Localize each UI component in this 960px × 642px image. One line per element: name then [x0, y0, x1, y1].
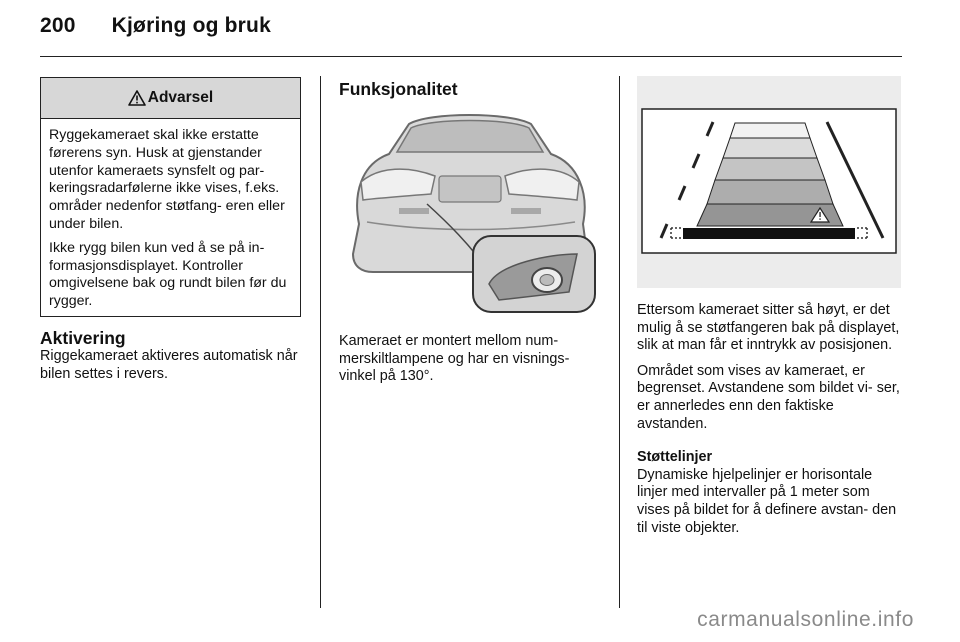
camera-display-illustration — [637, 76, 901, 288]
funksjonalitet-caption: Kameraet er montert mellom num- merskiltlampene og har en visnings- vinkel på 130°. — [339, 333, 570, 385]
paragraph-guide-lines: Dynamiske hjelpelinjer er horisontale linjer med intervaller på 1 meter som vises på bildet for å definere avstan- den til viste objekter. — [637, 466, 897, 536]
warning-paragraph: Ryggekameraet skal ikke erstatte førerens syn. Husk at gjenstander utenfor kameraets synsfelt og par- keringsradarfølerne ikke vises, f.eks. områder nedenfor støtfang- eren eller under bilen. — [49, 127, 285, 232]
warning-paragraph: Ikke rygg bilen kun ved å se på in- formasjonsdisplayet. Kontroller omgivelsene bak og rundt bilen før du rygger. — [49, 239, 287, 310]
warning-box — [40, 77, 301, 317]
header-rule — [40, 56, 902, 57]
chapter-title: Kjøring og bruk — [111, 14, 271, 37]
section-heading-funksjonalitet: Funksjonalitet — [339, 79, 458, 99]
column-divider-1 — [320, 76, 321, 608]
warning-body — [41, 119, 300, 311]
section-heading-aktivering: Aktivering — [40, 328, 126, 348]
page-number: 200 — [40, 14, 76, 37]
car-rear-camera-illustration — [339, 104, 601, 316]
subheading-stottelinjer: Støttelinjer — [637, 449, 713, 466]
paragraph-camera-range: Området som vises av kameraet, er begrenset. Avstandene som bildet vi- ser, er annerledes enn den faktiske avstanden. — [637, 362, 900, 432]
page-header — [40, 14, 271, 38]
warning-title: Advarsel — [147, 89, 214, 106]
column-divider-2 — [619, 76, 620, 608]
aktivering-text: Riggekameraet aktiveres automatisk når bilen settes i revers. — [40, 348, 298, 382]
watermark: carmanualsonline.info — [697, 608, 914, 631]
paragraph-camera-height: Ettersom kameraet sitter så høyt, er det mulig å se støtfangeren bak på displayet, slik at man får et inntrykk av posisjonen. — [637, 302, 900, 354]
right-column-text — [637, 302, 903, 545]
warning-header — [41, 78, 300, 119]
warning-triangle-icon — [128, 90, 146, 106]
